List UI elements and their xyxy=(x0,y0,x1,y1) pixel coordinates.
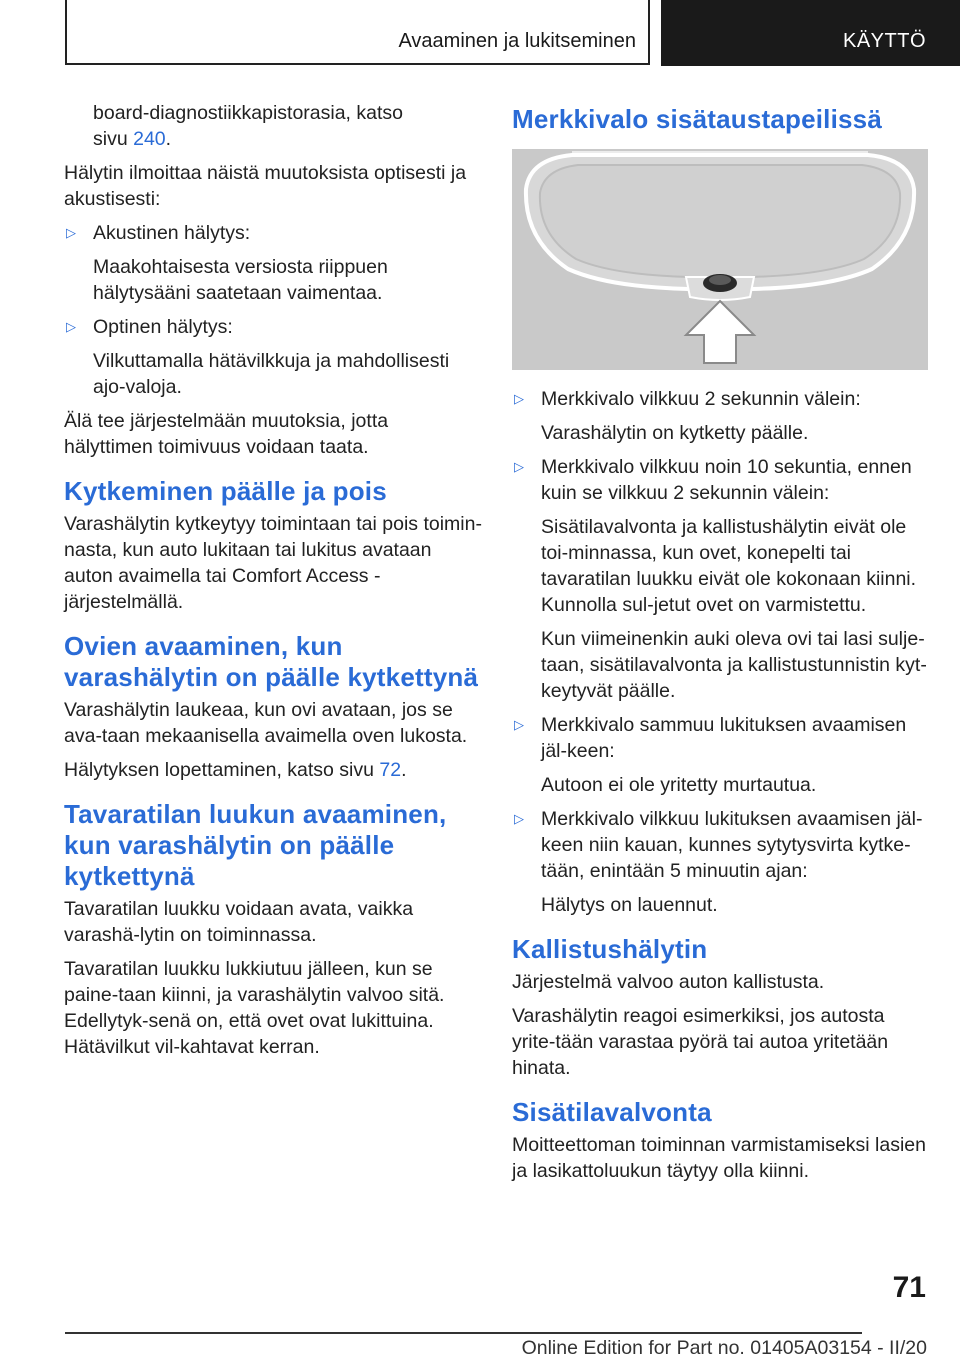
triangle-bullet-icon: ▷ xyxy=(66,319,76,334)
footer-edition: Online Edition for Part no. 01405A03154 - II/20 xyxy=(521,1337,927,1359)
paragraph: Moitteettoman toiminnan varmistamiseksi lasien ja lasikattoluukun täytyy olla kiinni. xyxy=(512,1134,926,1182)
page-link-72[interactable]: 72 xyxy=(379,759,402,781)
triangle-bullet-icon: ▷ xyxy=(514,459,524,474)
header-chapter-title: KÄYTTÖ xyxy=(842,30,926,52)
paragraph: Varashälytin laukeaa, kun ovi avataan, jos se ava-taan mekaanisella avaimella oven lukosta. xyxy=(64,699,468,747)
header-rule-divider xyxy=(648,0,650,64)
heading-kallistushalytin: Kallistushälytin xyxy=(512,934,708,964)
bullet-detail: Sisätilavalvonta ja kallistushälytin eivät ole toi-minnassa, kun ovet, konepelti tai tavaratilan luukku eivät ole kokonaan kiinni. Kunnolla sul-jetut ovet on varmistettu. xyxy=(541,516,917,616)
bullet-item: ▷ Merkkivalo vilkkuu noin 10 sekuntia, ennen kuin se vilkkuu 2 sekunnin välein: xyxy=(514,456,912,504)
paragraph: Hälytin ilmoittaa näistä muutoksista optisesti ja akustisesti: xyxy=(64,162,467,210)
page-header xyxy=(0,0,960,66)
mirror-illustration xyxy=(512,149,928,370)
paragraph: Varashälytin kytkeytyy toimintaan tai pois toimin-nasta, kun auto lukitaan tai lukitus avataan auton avaimella tai Comfort Access -järjestelmällä. xyxy=(64,513,482,613)
bullet-item: ▷ Akustinen hälytys: xyxy=(66,222,251,244)
page-link-240[interactable]: 240 xyxy=(133,128,166,150)
paragraph: Tavaratilan luukku voidaan avata, vaikka varashä-lytin on toiminnassa. xyxy=(64,898,414,946)
header-chapter-box xyxy=(661,0,960,66)
triangle-bullet-icon: ▷ xyxy=(514,717,524,732)
bullet-item: ▷ Merkkivalo sammuu lukituksen avaamisen jäl-keen: xyxy=(514,714,907,762)
footer-rule xyxy=(65,1332,862,1334)
heading-merkkivalo: Merkkivalo sisätaustapeilissä xyxy=(512,104,883,134)
header-rule-bottom xyxy=(65,63,650,65)
heading-kytkeminen: Kytkeminen päälle ja pois xyxy=(64,476,387,506)
bullet-item: ▷ Merkkivalo vilkkuu lukituksen avaamisen jäl-keen niin kauan, kunnes sytytysvirta kytke-tään, enintään 5 minuutin ajan: xyxy=(514,808,923,882)
paragraph: Hälytyksen lopettaminen, katso sivu 72. xyxy=(64,759,407,781)
paragraph: Tavaratilan luukku lukkiutuu jälleen, kun se paine-taan kiinni, ja varashälytin valvoo sitä. Edellytyk-senä on, että ovet ovat lukittuina. Hätävilkut vil-kahtavat kerran. xyxy=(64,958,445,1058)
triangle-bullet-icon: ▷ xyxy=(66,225,76,240)
heading-sisatilavalvonta: Sisätilavalvonta xyxy=(512,1097,712,1127)
heading-tavaratila: Tavaratilan luukun avaaminen, kun varashälytin on päälle kytkettynä xyxy=(64,799,447,891)
rearview-mirror-icon xyxy=(512,149,928,370)
bullet-detail: Autoon ei ole yritetty murtautua. xyxy=(541,774,817,796)
heading-ovien-avaaminen: Ovien avaaminen, kun varashälytin on päälle kytkettynä xyxy=(64,631,479,692)
bullet-detail: Kun viimeinenkin auki oleva ovi tai lasi sulje-taan, sisätilavalvonta ja kallistustunnistin kyt-keytyvät päälle. xyxy=(541,628,927,702)
paragraph: Varashälytin reagoi esimerkiksi, jos autosta yrite-tään varastaa pyörä tai autoa yritetään hinata. xyxy=(512,1005,889,1079)
paragraph: Älä tee järjestelmään muutoksia, jotta hälyttimen toimivuus voidaan taata. xyxy=(64,410,389,458)
bullet-item: ▷ Merkkivalo vilkkuu 2 sekunnin välein: xyxy=(514,388,861,410)
header-rule-left xyxy=(65,0,67,64)
bullet-detail: Hälytys on lauennut. xyxy=(541,894,718,916)
bullet-item: ▷ Optinen hälytys: xyxy=(66,316,233,338)
bullet-detail: Maakohtaisesta versiosta riippuen hälytysääni saatetaan vaimentaa. xyxy=(93,256,388,304)
bullet-detail: Varashälytin on kytketty päälle. xyxy=(541,422,809,444)
header-section-title: Avaaminen ja lukitseminen xyxy=(398,30,636,52)
triangle-bullet-icon: ▷ xyxy=(514,811,524,826)
triangle-bullet-icon: ▷ xyxy=(514,391,524,406)
paragraph: Järjestelmä valvoo auton kallistusta. xyxy=(512,971,825,993)
left-column xyxy=(64,100,482,1060)
bullet-detail: Vilkuttamalla hätävilkkuja ja mahdollisesti ajo-valoja. xyxy=(93,350,450,398)
page-number: 71 xyxy=(892,1271,926,1304)
right-column xyxy=(512,100,928,1184)
continued-bullet-text: board-diagnostiikkapistorasia, katso sivu 240. xyxy=(93,102,404,150)
